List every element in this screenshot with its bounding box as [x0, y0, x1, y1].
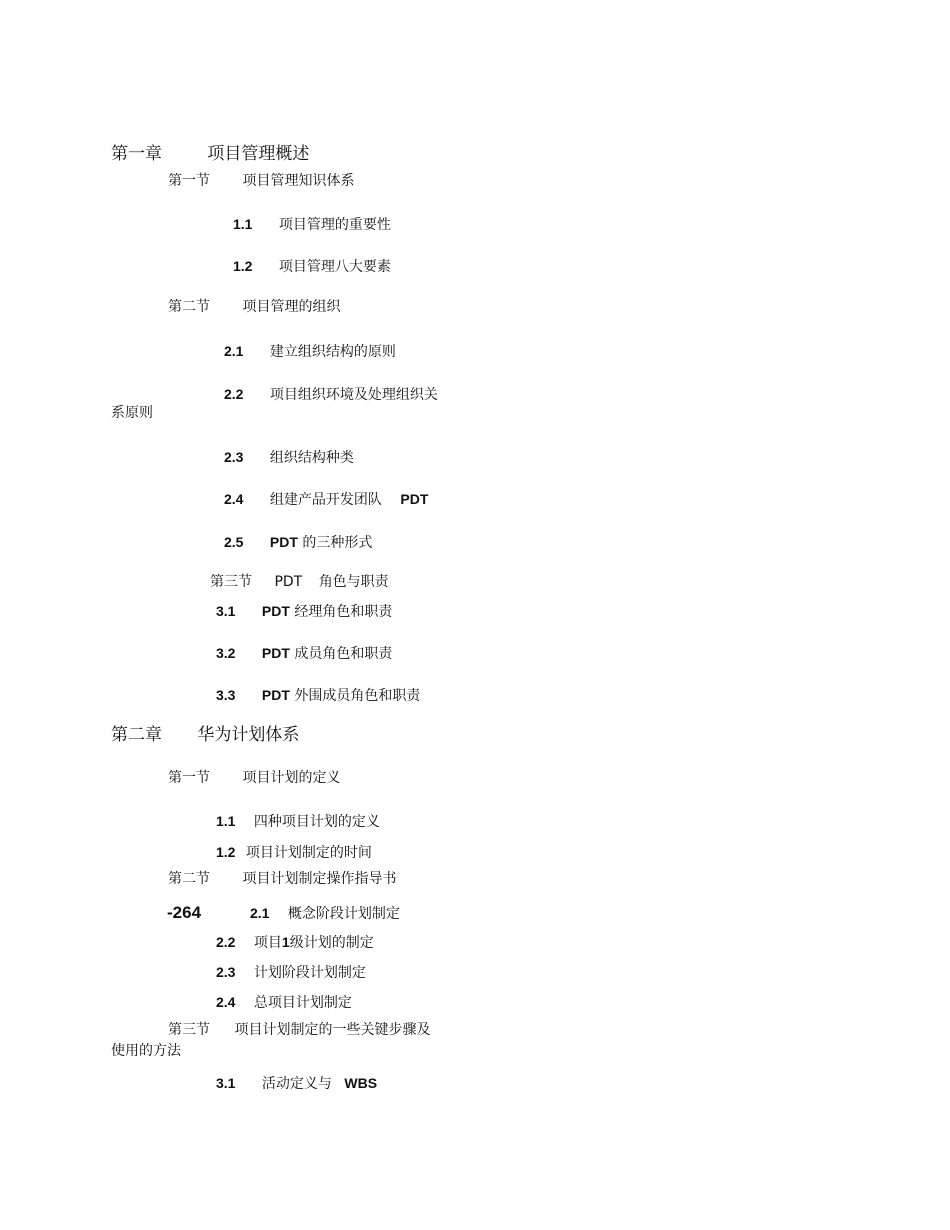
item-text: 活动定义与: [261, 1076, 332, 1092]
item-text: 组织结构种类: [269, 450, 354, 466]
item-text-bold: 1: [281, 934, 290, 950]
item-text: 成员角色和职责: [294, 646, 393, 662]
section-2-3-heading: [168, 1023, 430, 1037]
chapter-label: 第一章: [111, 144, 162, 164]
section-title: 项目管理知识体系: [242, 173, 355, 189]
item-number: 2.3: [224, 449, 244, 465]
toc-item-2-2-continuation: 系原则: [111, 405, 153, 421]
toc-item-1-2: [233, 259, 391, 274]
item-text: 经理角色和职责: [294, 604, 393, 620]
chapter-2-heading: [111, 727, 299, 744]
section-label: 第二节: [168, 299, 210, 315]
item-number: 1.1: [216, 813, 236, 829]
item-text: 项目管理的重要性: [278, 217, 391, 233]
item-text-post: 级计划的制定: [289, 935, 374, 951]
item-prefix: PDT: [269, 534, 298, 550]
toc-item-c2-2-1: [250, 906, 400, 921]
item-number: 2.1: [224, 343, 244, 359]
item-text: 计划阶段计划制定: [253, 965, 366, 981]
item-text: 的三种形式: [302, 535, 373, 551]
item-number: 1.2: [216, 844, 236, 860]
item-number: 3.2: [216, 645, 236, 661]
item-number: 2.5: [224, 534, 244, 550]
item-suffix: WBS: [344, 1075, 378, 1091]
toc-item-1-1: [233, 217, 391, 232]
item-prefix: PDT: [261, 603, 290, 619]
item-number: 2.1: [250, 905, 270, 921]
item-number: 2.2: [216, 934, 236, 950]
toc-item-2-3: [224, 450, 354, 465]
item-suffix: PDT: [400, 491, 429, 507]
section-title: 项目计划制定的一些关键步骤及: [234, 1022, 431, 1038]
item-number: 2.4: [216, 994, 236, 1010]
section-label: 第二节: [168, 871, 210, 887]
section-title: 项目计划的定义: [242, 770, 341, 786]
item-text: 总项目计划制定: [253, 995, 352, 1011]
item-text: 项目管理八大要素: [278, 259, 391, 275]
item-number: 3.1: [216, 1075, 236, 1091]
toc-item-c2-2-4: [216, 995, 352, 1010]
page-number: -264: [167, 903, 202, 922]
item-number: 2.2: [224, 386, 244, 402]
section-title: 项目管理的组织: [242, 299, 341, 315]
toc-item-3-3: [216, 688, 420, 703]
item-text: 建立组织结构的原则: [269, 344, 396, 360]
chapter-1-heading: [111, 146, 309, 163]
section-label: 第三节: [168, 1022, 210, 1038]
item-text: 外围成员角色和职责: [294, 688, 421, 704]
item-text: 项目组织环境及处理组织关: [269, 387, 438, 403]
item-text-pre: 项目: [253, 935, 282, 951]
item-prefix: PDT: [261, 687, 290, 703]
toc-item-2-4: [224, 492, 428, 507]
item-number: 3.3: [216, 687, 236, 703]
item-prefix: PDT: [261, 645, 290, 661]
item-number: 1.1: [233, 216, 253, 232]
chapter-title: 华为计划体系: [197, 725, 300, 745]
section-2-1-heading: [168, 771, 340, 785]
section-1-1-heading: [168, 174, 354, 188]
toc-item-c2-1-1: [216, 814, 380, 829]
item-text: 概念阶段计划制定: [287, 906, 400, 922]
section-1-3-heading: [210, 575, 389, 589]
section-title: 项目计划制定操作指导书: [242, 871, 397, 887]
toc-item-3-2: [216, 646, 392, 661]
toc-item-2-1: [224, 344, 396, 359]
item-number: 2.4: [224, 491, 244, 507]
toc-item-2-2: [224, 387, 438, 402]
item-number: 3.1: [216, 603, 236, 619]
section-label: 第一节: [168, 173, 210, 189]
toc-item-2-5: [224, 535, 372, 550]
toc-item-3-1: [216, 604, 392, 619]
chapter-title: 项目管理概述: [207, 144, 310, 164]
section-2-2-heading: [168, 872, 396, 886]
section-2-3-continuation: 使用的方法: [111, 1043, 181, 1059]
item-text: 四种项目计划的定义: [253, 814, 380, 830]
item-number: 2.3: [216, 964, 236, 980]
section-pdt: PDT: [274, 574, 303, 590]
section-title: 角色与职责: [318, 574, 389, 590]
section-label: 第三节: [210, 574, 252, 590]
toc-item-c2-1-2: [216, 845, 372, 860]
toc-item-c2-3-1: [216, 1076, 377, 1091]
chapter-label: 第二章: [111, 725, 162, 745]
item-text: 组建产品开发团队: [269, 492, 382, 508]
item-number: 1.2: [233, 258, 253, 274]
section-label: 第一节: [168, 770, 210, 786]
toc-item-c2-2-3: [216, 965, 366, 980]
toc-item-c2-2-2: [216, 935, 374, 950]
item-text: 项目计划制定的时间: [245, 845, 372, 861]
section-1-2-heading: [168, 300, 340, 314]
